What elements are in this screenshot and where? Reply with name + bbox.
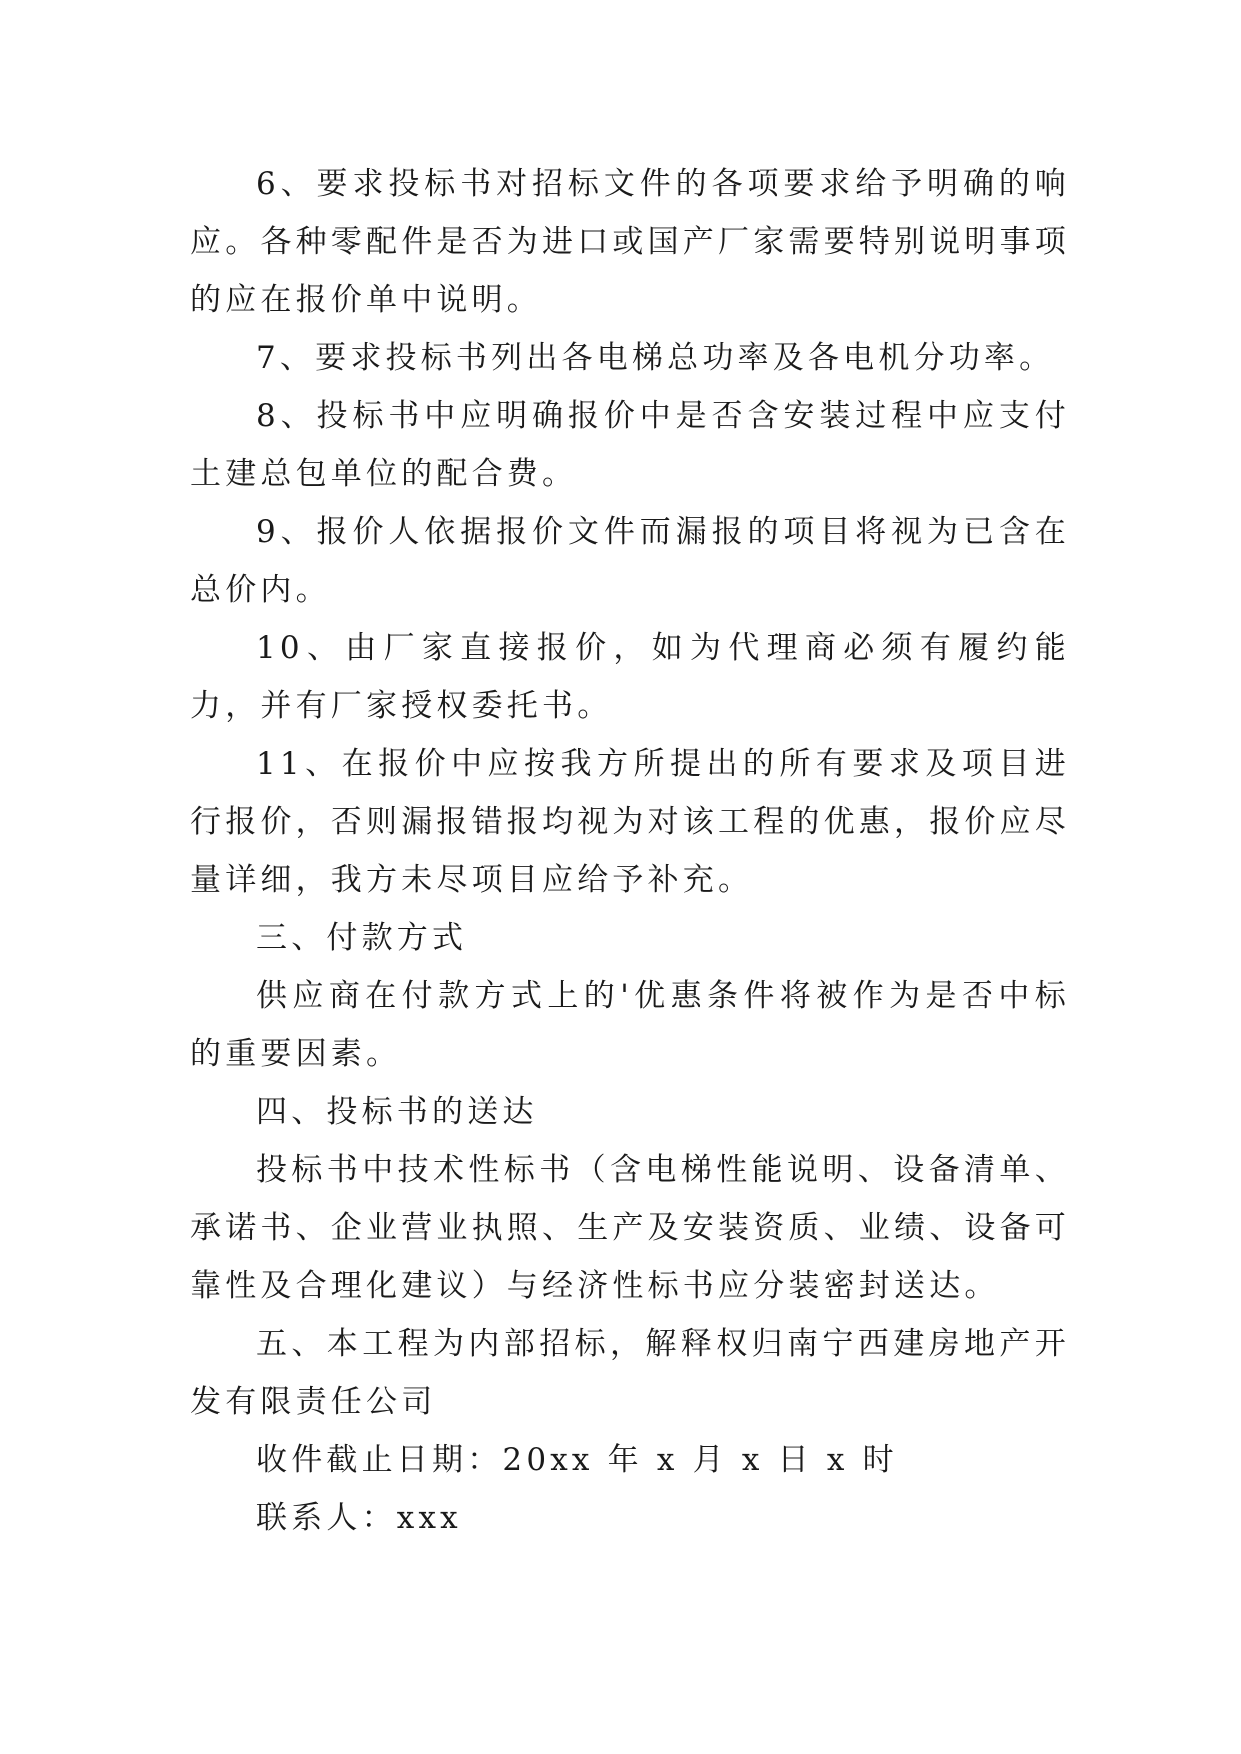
paragraph-item-8: 8、投标书中应明确报价中是否含安装过程中应支付土建总包单位的配合费。 bbox=[190, 398, 1070, 492]
section-heading-interpretation: 五、本工程为内部招标，解释权归南宁西建房地产开发有限责任公司 bbox=[190, 1326, 1070, 1420]
paragraph-item-10: 10、由厂家直接报价，如为代理商必须有履约能力，并有厂家授权委托书。 bbox=[190, 630, 1070, 724]
paragraph-item-6: 6、要求投标书对招标文件的各项要求给予明确的响应。各种零配件是否为进口或国产厂家需要特别说明事项的应在报价单中说明。 bbox=[190, 166, 1070, 318]
paragraph-item-7: 7、要求投标书列出各电梯总功率及各电机分功率。 bbox=[256, 340, 1055, 376]
delivery-paragraph: 投标书中技术性标书（含电梯性能说明、设备清单、承诺书、企业营业执照、生产及安装资质、业绩、设备可靠性及合理化建议）与经济性标书应分装密封送达。 bbox=[190, 1152, 1070, 1304]
payment-paragraph: 供应商在付款方式上的'优惠条件将被作为是否中标的重要因素。 bbox=[190, 978, 1070, 1072]
deadline-line: 收件截止日期：20xx 年 x 月 x 日 x 时 bbox=[256, 1442, 898, 1478]
paragraph-item-9: 9、报价人依据报价文件而漏报的项目将视为已含在总价内。 bbox=[190, 514, 1070, 608]
paragraph-item-11: 11、在报价中应按我方所提出的所有要求及项目进行报价，否则漏报错报均视为对该工程的优惠，报价应尽量详细，我方未尽项目应给予补充。 bbox=[190, 746, 1070, 898]
section-heading-delivery: 四、投标书的送达 bbox=[256, 1094, 538, 1130]
section-heading-payment: 三、付款方式 bbox=[256, 920, 468, 956]
document-body bbox=[190, 155, 1070, 1547]
contact-line: 联系人：xxx bbox=[256, 1500, 462, 1536]
